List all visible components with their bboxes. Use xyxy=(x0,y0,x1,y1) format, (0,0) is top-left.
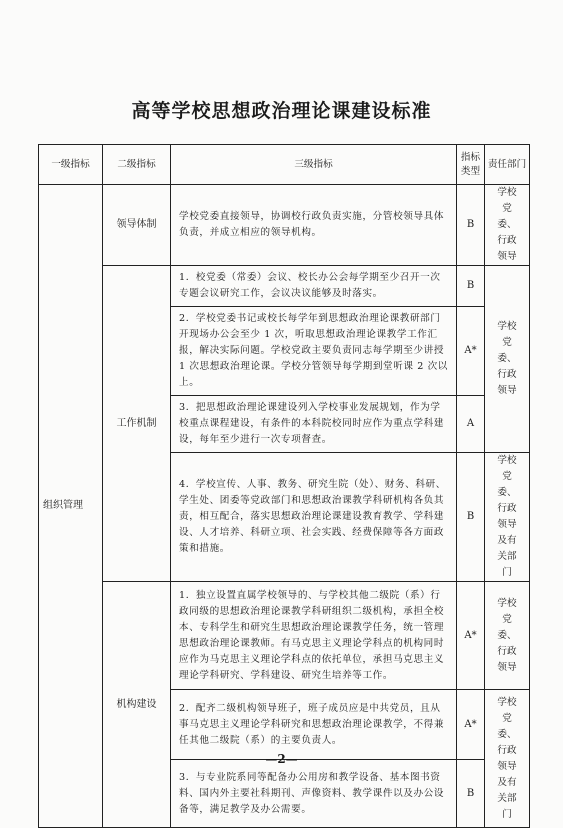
header-type: 指标类型 xyxy=(457,145,485,185)
criterion-text: 4．学校宣传、人事、教务、研究生院（处）、财务、科研、学生处、团委等党政部门和思想政治课教学科研机构各负其责，相互配合，落实思想政治理论课建设教育教学、学科建设、人才培养、科研立项、社会实践、经费保障等各方面政策和措施。 xyxy=(171,453,457,582)
header-level2: 二级指标 xyxy=(103,145,171,185)
header-level3: 三级指标 xyxy=(171,145,457,185)
criterion-type: B xyxy=(457,185,485,266)
responsible-dept: 学校党委、行政领导 xyxy=(485,582,530,690)
table-row xyxy=(39,266,530,307)
criterion-text: 2．配齐二级机构领导班子，班子成员应是中共党员，且从事马克思主义理论学科研究和思想政治理论课教学，不得兼任其他二级院（系）的主要负责人。 xyxy=(171,690,457,760)
level2-cell-org: 机构建设 xyxy=(103,582,171,828)
table-row xyxy=(39,582,530,690)
criterion-type: A* xyxy=(457,690,485,760)
criterion-type: B xyxy=(457,760,485,828)
page-title: 高等学校思想政治理论课建设标准 xyxy=(131,100,432,122)
level1-cell: 组织管理 xyxy=(39,185,103,828)
standards-table xyxy=(38,144,530,828)
criterion-type: A xyxy=(457,396,485,453)
criterion-type: B xyxy=(457,266,485,307)
responsible-dept: 学校党委、行政领导 xyxy=(485,185,530,266)
criterion-type: A* xyxy=(457,582,485,690)
responsible-dept: 学校党委、行政领导 xyxy=(485,266,530,453)
criterion-text: 1．校党委（常委）会议、校长办公会每学期至少召开一次专题会议研究工作，会议决议能够及时落实。 xyxy=(171,266,457,307)
criterion-text: 1．独立设置直属学校领导的、与学校其他二级院（系）行政同级的思想政治理论课教学科研组织二级机构，承担全校本、专科学生和研究生思想政治理论课教学任务，统一管理思想政治理论课教师。有马克思主义理论学科点的机构同时应作为马克思主义理论学科点的依托单位，承担马克思主义理论学科研究、学科建设、研究生培养等工作。 xyxy=(171,582,457,690)
page-number: —2— xyxy=(265,752,298,766)
table-row xyxy=(39,185,530,266)
criterion-text: 2．学校党委书记或校长每学年到思想政治理论课教研部门开现场办公会至少 1 次，听取思想政治理论课教学工作汇报，解决实际问题。学校党政主要负责同志每学期至少讲授 1 次思想政治理论课。学校分管领导每学期到堂听课 2 次以上。 xyxy=(171,307,457,396)
criterion-type: B xyxy=(457,453,485,582)
level2-cell-work: 工作机制 xyxy=(103,266,171,582)
header-dept: 责任部门 xyxy=(485,145,530,185)
level2-cell-leadership: 领导体制 xyxy=(103,185,171,266)
responsible-dept: 学校党委、行政领导及有关部门 xyxy=(485,690,530,828)
criterion-type: A* xyxy=(457,307,485,396)
table-header-row xyxy=(39,145,530,185)
criterion-text: 3．把思想政治理论课建设列入学校事业发展规划，作为学校重点课程建设，有条件的本科院校同时应作为重点学科建设，每年至少进行一次专项督查。 xyxy=(171,396,457,453)
criterion-text: 3．与专业院系同等配备办公用房和教学设备、基本图书资料、国内外主要社科期刊、声像资料、教学课件以及办公设备等，满足教学及办公需要。 xyxy=(171,760,457,828)
responsible-dept: 学校党委、行政领导及有关部门 xyxy=(485,453,530,582)
criterion-text: 学校党委直接领导，协调校行政负责实施，分管校领导具体负责，并成立相应的领导机构。 xyxy=(171,185,457,266)
header-level1: 一级指标 xyxy=(39,145,103,185)
